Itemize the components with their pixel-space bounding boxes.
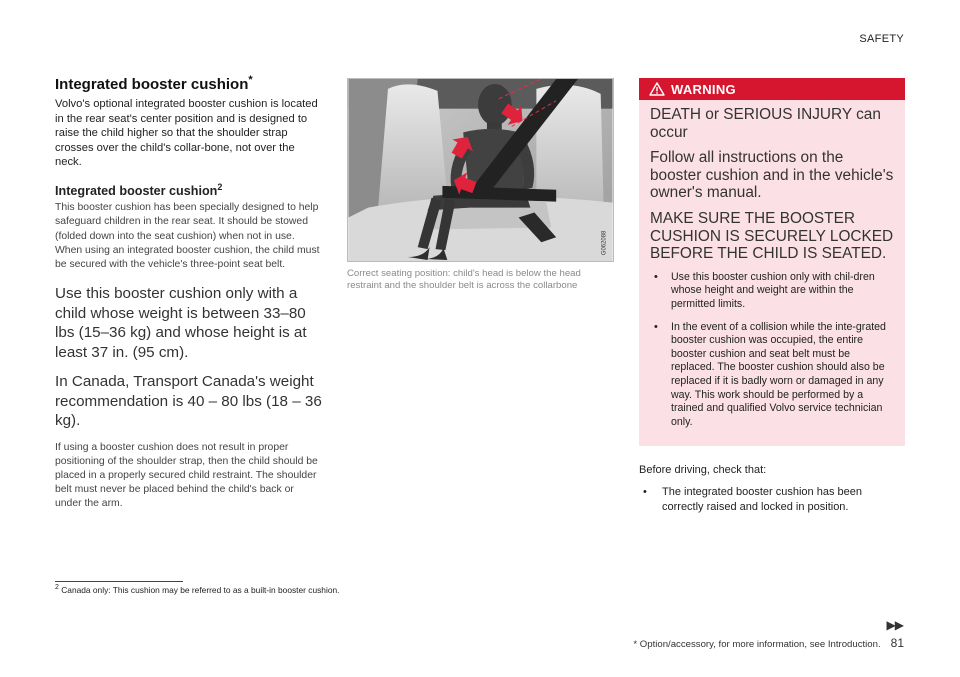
check-intro: Before driving, check that: [639, 464, 767, 477]
description-paragraph: This booster cushion has been specially designed to help safeguard children in the rear seat. It should be stowed (folded down into the seat cushion) when not in use. When using an integrated booster cushion, the child must be secured with the vehicle's three-point seat belt. [55, 202, 320, 270]
canada-paragraph: In Canada, Transport Canada's weight recommendation is 40 – 80 lbs (18 – 36 kg). [55, 373, 322, 430]
next-page-arrows-icon[interactable]: ▶▶ [886, 618, 903, 632]
warning-triangle-icon [649, 82, 665, 96]
child-on-booster-illustration [347, 78, 614, 262]
footnote-divider [55, 581, 183, 582]
list-item: • Use this booster cushion only with chil-dren whose height and weight are within the permitted limits. [650, 271, 895, 312]
left-column [55, 74, 323, 524]
page-number: 81 [890, 636, 904, 650]
warning-lead-2: Follow all instructions on the booster cushion and in the vehicle's owner's manual. [650, 149, 894, 202]
warning-box [639, 78, 905, 446]
image-code: G062088 [601, 230, 608, 256]
intro-paragraph: Volvo's optional integrated booster cushion is located in the rear seat's center position and is designed to raise the child higher so that the shoulder strap crosses over the child's collar-bone, not over the neck. [55, 98, 318, 169]
footnote-ref: 2 [217, 181, 223, 192]
right-column [639, 78, 905, 514]
figure [347, 78, 614, 293]
check-list [639, 485, 905, 514]
warning-lead-1: DEATH or SERIOUS INJURY can occur [650, 106, 881, 141]
limits-paragraph: Use this booster cushion only with a child whose weight is between 33–80 lbs (15–36 kg) and whose height is at least 37 in. (95 cm). [55, 285, 307, 361]
warning-header [639, 78, 905, 100]
positioning-paragraph: If using a booster cushion does not result in proper positioning of the shoulder strap, then the child should be placed in a properly secured child restraint. The shoulder belt must never be placed behind the child's back or under the arm. [55, 441, 318, 510]
section-label: SAFETY [859, 33, 904, 45]
figure-caption: Correct seating position: child's head is below the head restraint and the shoulder belt is across the collarbone [347, 268, 581, 292]
subheading: Integrated booster cushion$^2$ [55, 181, 223, 199]
option-marker: * [248, 74, 253, 86]
footnote: $^2$ Canada only: This cushion may be referred to as a built-in booster cushion. [55, 584, 340, 595]
warning-body [639, 100, 905, 446]
warning-heading: WARNING [671, 81, 736, 97]
list-item: • The integrated booster cushion has been correctly raised and locked in position. [639, 485, 905, 514]
page-title: Integrated booster cushion* [55, 74, 253, 93]
footnote-number: 2 [55, 584, 59, 591]
list-item: • In the event of a collision while the inte-grated booster cushion was occupied, the entire booster cushion and seat belt must be replaced. The booster cushion should also be replaced if it is badly worn or damaged in any way. This work should be performed by a trained and qualified Volvo service technician only. [650, 321, 895, 430]
warning-list [650, 271, 895, 430]
option-note: * Option/accessory, for more information, see Introduction. [633, 639, 881, 650]
warning-lead-3: MAKE SURE THE BOOSTER CUSHION IS SECURELY LOCKED BEFORE THE CHILD IS SEATED. [650, 209, 894, 263]
page-footer [633, 636, 904, 650]
